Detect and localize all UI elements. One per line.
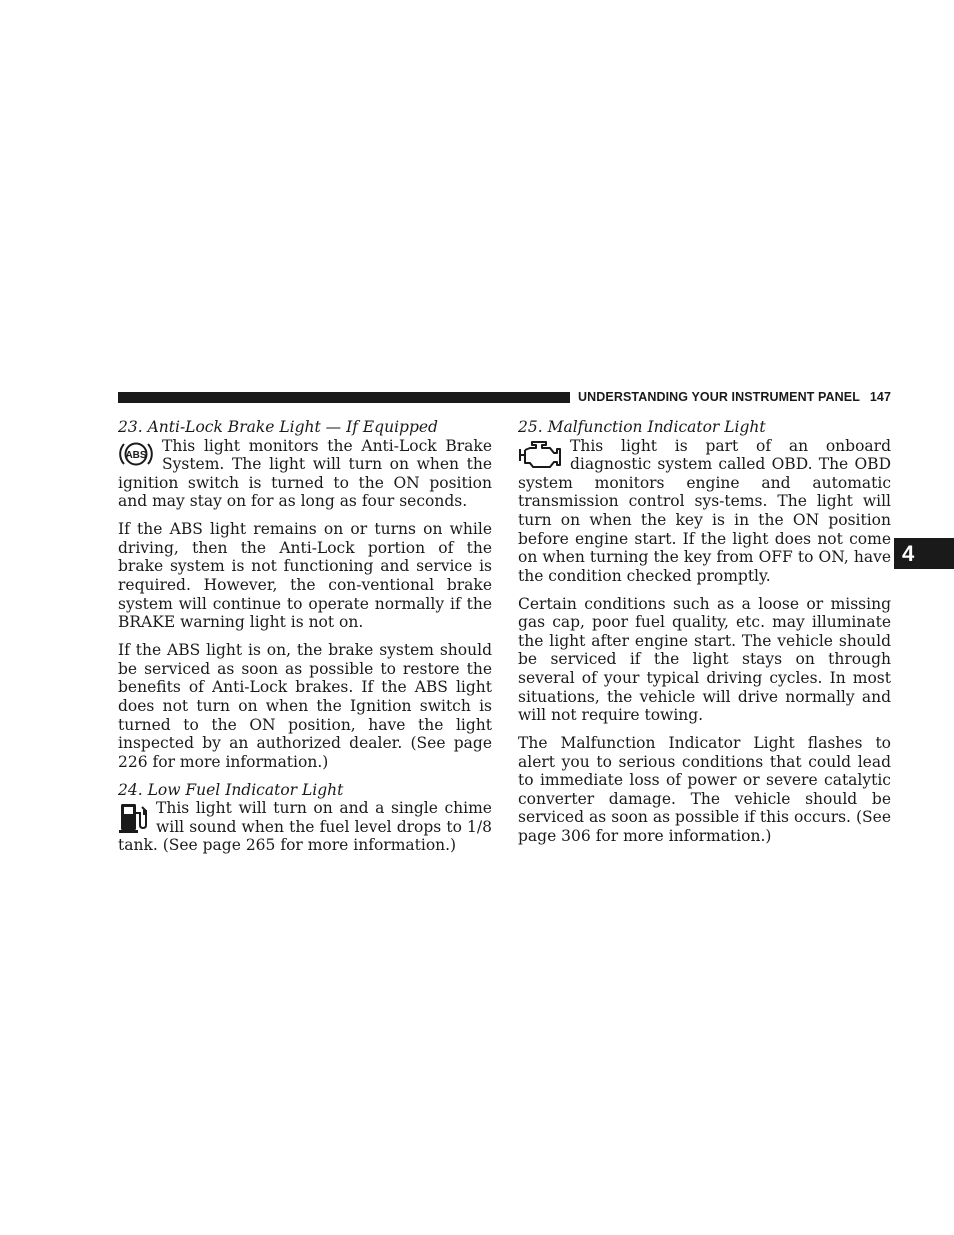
- chapter-tab: 4: [894, 538, 954, 569]
- right-column: [518, 418, 891, 846]
- abs-intro: [118, 437, 492, 511]
- section-title-mil: 25. Malfunction Indicator Light: [518, 418, 766, 436]
- abs-icon-text: ABS: [125, 449, 147, 461]
- section-title-fuel: 24. Low Fuel Indicator Light: [118, 780, 344, 799]
- abs-paragraph-2: If the ABS light remains on or turns on while driving, then the Anti-Lock portion of the brake system is not functioning and service is required. However, the con-ventional brake system will continue to operate normally if the BRAKE warning light is not on.: [118, 520, 492, 632]
- mil-intro: [518, 437, 891, 586]
- abs-paragraph-3: If the ABS light is on, the brake system should be serviced as soon as possible to restore the benefits of Anti-Lock brakes. If the ABS light does not turn on when the Ignition switch is turned to the ON position, have the light inspected by an authorized dealer. (See page 226 for more information.): [118, 641, 492, 771]
- header-section-title: UNDERSTANDING YOUR INSTRUMENT PANEL: [578, 390, 860, 404]
- mil-paragraph-3: The Malfunction Indicator Light flashes to alert you to serious conditions that could lead to immediate loss of power or severe catalytic converter damage. The vehicle should be serviced as soon as possible if this occurs. (See page 306 for more information.): [518, 734, 891, 846]
- mil-paragraph-2: Certain conditions such as a loose or missing gas cap, poor fuel quality, etc. may illuminate the light after engine start. The vehicle should be serviced if the light stays on through several of your typical driving cycles. In most situations, the vehicle will drive normally and will not require towing.: [518, 594, 891, 725]
- section-title-abs: 23. Anti-Lock Brake Light — If Equipped: [118, 418, 438, 436]
- page-number: 147: [869, 390, 891, 404]
- header-rule: [118, 392, 570, 403]
- check-engine-icon: [518, 441, 562, 469]
- abs-paragraph-1: This light monitors the Anti-Lock Brake System. The light will turn on when the ignition switch is turned to the ON position and may stay on for as long as four seconds.: [118, 436, 492, 511]
- fuel-pump-icon: [118, 801, 148, 835]
- running-header: [578, 390, 891, 405]
- fuel-intro: [118, 799, 492, 855]
- left-column: [118, 418, 492, 855]
- fuel-paragraph-1: This light will turn on and a single chime will sound when the fuel level drops to 1/8 tank. (See page 265 for more information.): [118, 799, 492, 855]
- abs-warning-icon: [118, 439, 154, 469]
- mil-paragraph-1: This light is part of an onboard diagnostic system called OBD. The OBD system monitors engine and automatic transmission control sys-tems. The light will turn on when the key is in the ON position before engine start. If the light does not come on when turning the key from OFF to ON, have the condition checked promptly.: [518, 436, 891, 585]
